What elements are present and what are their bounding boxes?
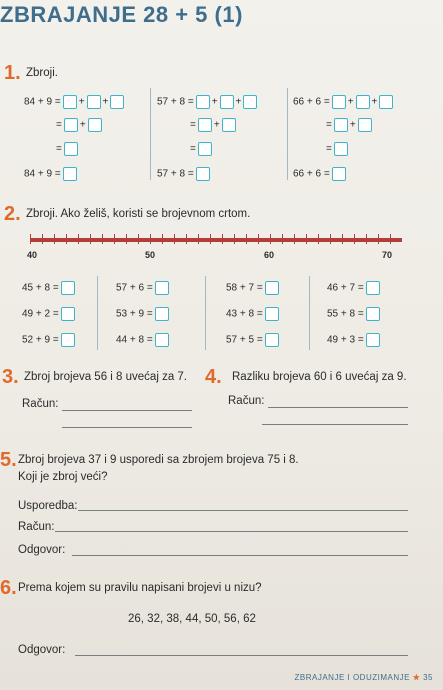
- tick: [342, 234, 343, 244]
- task1-col1-line1: 84 + 9 = + +: [24, 95, 126, 109]
- tick: [258, 234, 259, 244]
- tick: [126, 234, 127, 244]
- numberline-label-40: 40: [27, 250, 38, 260]
- task6-odgovor-label: Odgovor:: [18, 644, 66, 656]
- star-icon: ★: [412, 673, 421, 682]
- answer-box[interactable]: [61, 307, 75, 321]
- tick: [282, 234, 283, 244]
- answer-box[interactable]: [243, 95, 257, 109]
- divider: [309, 276, 310, 350]
- task2-eq: 53 + 9 =: [116, 307, 171, 321]
- task6-title: Prema kojem su pravilu napisani brojevi u nizu?: [18, 582, 262, 594]
- answer-box[interactable]: [366, 307, 380, 321]
- answer-box[interactable]: [155, 333, 169, 347]
- tick: [102, 234, 103, 244]
- task3-title: Zbroj brojeva 56 i 8 uvećaj za 7.: [24, 371, 188, 383]
- task1-col3-line3: =: [326, 142, 350, 156]
- tick: [42, 234, 43, 244]
- numberline-label-60: 60: [264, 250, 275, 260]
- footer-chapter: ZBRAJANJE I ODUZIMANJE: [294, 673, 410, 682]
- task1-title: Zbroji.: [26, 67, 58, 79]
- task5-number: 5.: [0, 449, 17, 471]
- answer-box[interactable]: [366, 281, 380, 295]
- tick: [318, 234, 319, 244]
- answer-box[interactable]: [332, 95, 346, 109]
- task1-col2-line1: 57 + 8 = + +: [157, 95, 259, 109]
- tick: [138, 234, 139, 244]
- answer-box[interactable]: [265, 281, 279, 295]
- task2-eq: 49 + 3 =: [327, 333, 382, 347]
- answer-box[interactable]: [87, 95, 101, 109]
- tick: [150, 234, 151, 244]
- tick: [114, 234, 115, 244]
- task2-eq: 57 + 6 =: [116, 281, 171, 295]
- task3-number: 3.: [2, 366, 19, 388]
- task1-col1-line4: 84 + 9 =: [24, 167, 79, 181]
- answer-box[interactable]: [265, 307, 279, 321]
- tick: [90, 234, 91, 244]
- task5-title: Zbroj brojeva 37 i 9 usporedi sa zbrojem brojeva 75 i 8.: [18, 454, 299, 466]
- page-footer: [295, 673, 434, 682]
- task1-col2-line3: =: [190, 142, 214, 156]
- task6-number: 6.: [0, 577, 17, 599]
- page-number: 35: [423, 673, 433, 682]
- tick: [246, 234, 247, 244]
- tick: [222, 234, 223, 244]
- tick: [306, 234, 307, 244]
- task1-number: 1.: [4, 62, 21, 84]
- task5-question: Koji je zbroj veći?: [18, 471, 108, 483]
- tick: [174, 234, 175, 244]
- answer-line[interactable]: [62, 410, 192, 411]
- answer-box[interactable]: [63, 167, 77, 181]
- numberline-label-50: 50: [145, 250, 156, 260]
- tick: [234, 234, 235, 244]
- task2-eq: 49 + 2 =: [22, 307, 77, 321]
- task5-odgovor-label: Odgovor:: [18, 544, 66, 556]
- tick: [78, 234, 79, 244]
- tick: [162, 234, 163, 244]
- task2-eq: 52 + 9 =: [22, 333, 77, 347]
- task6-sequence: 26, 32, 38, 44, 50, 56, 62: [128, 613, 256, 625]
- task4-number: 4.: [205, 366, 222, 388]
- task3-racun-label: Račun:: [22, 398, 59, 410]
- tick: [390, 234, 391, 244]
- answer-box[interactable]: [334, 118, 348, 132]
- answer-box[interactable]: [366, 333, 380, 347]
- answer-box[interactable]: [88, 118, 102, 132]
- divider: [287, 88, 288, 180]
- answer-line[interactable]: [268, 407, 408, 408]
- task1-col3-line4: 66 + 6 =: [293, 167, 348, 181]
- tick: [186, 234, 187, 244]
- answer-line[interactable]: [78, 510, 408, 511]
- task1-col3-line2: = +: [326, 118, 374, 132]
- answer-box[interactable]: [155, 281, 169, 295]
- answer-box[interactable]: [64, 118, 78, 132]
- tick: [30, 234, 31, 244]
- tick: [354, 234, 355, 244]
- answer-box[interactable]: [61, 333, 75, 347]
- task4-title: Razliku brojeva 60 i 6 uvećaj za 9.: [232, 371, 407, 383]
- answer-line[interactable]: [55, 531, 408, 532]
- page-title: ZBRAJANJE 28 + 5 (1): [0, 2, 243, 27]
- answer-box[interactable]: [64, 142, 78, 156]
- divider: [205, 276, 206, 350]
- task2-eq: 57 + 5 =: [226, 333, 281, 347]
- answer-box[interactable]: [196, 167, 210, 181]
- number-line: [30, 238, 402, 242]
- answer-box[interactable]: [110, 95, 124, 109]
- task1-col2-line2: = +: [190, 118, 238, 132]
- answer-line[interactable]: [62, 427, 192, 428]
- task4-racun-label: Račun:: [228, 395, 265, 407]
- answer-box[interactable]: [63, 95, 77, 109]
- task1-col1-line2: = +: [56, 118, 104, 132]
- tick: [366, 234, 367, 244]
- divider: [150, 88, 151, 180]
- answer-line[interactable]: [75, 655, 408, 656]
- answer-box[interactable]: [379, 95, 393, 109]
- answer-box[interactable]: [334, 142, 348, 156]
- task2-eq: 46 + 7 =: [327, 281, 382, 295]
- tick: [198, 234, 199, 244]
- answer-box[interactable]: [155, 307, 169, 321]
- task1-col2-line4: 57 + 8 =: [157, 167, 212, 181]
- task5-racun-label: Račun:: [18, 521, 55, 533]
- task2-eq: 44 + 8 =: [116, 333, 171, 347]
- task2-eq: 45 + 8 =: [22, 281, 77, 295]
- answer-box[interactable]: [220, 95, 234, 109]
- answer-box[interactable]: [356, 95, 370, 109]
- tick: [378, 234, 379, 244]
- answer-box[interactable]: [198, 142, 212, 156]
- answer-box[interactable]: [358, 118, 372, 132]
- tick: [270, 234, 271, 244]
- task2-title: Zbroji. Ako želiš, koristi se brojevnom crtom.: [26, 208, 251, 220]
- tick: [330, 234, 331, 244]
- answer-box[interactable]: [265, 333, 279, 347]
- tick: [54, 234, 55, 244]
- answer-box[interactable]: [196, 95, 210, 109]
- answer-box[interactable]: [198, 118, 212, 132]
- answer-line[interactable]: [72, 555, 408, 556]
- task1-col3-line1: 66 + 6 = + +: [293, 95, 395, 109]
- tick: [294, 234, 295, 244]
- task1-col1-line3: =: [56, 142, 80, 156]
- tick: [210, 234, 211, 244]
- tick: [66, 234, 67, 244]
- answer-box[interactable]: [61, 281, 75, 295]
- task2-eq: 58 + 7 =: [226, 281, 281, 295]
- numberline-label-70: 70: [382, 250, 393, 260]
- divider: [97, 276, 98, 350]
- task2-eq: 43 + 8 =: [226, 307, 281, 321]
- task2-number: 2.: [4, 203, 21, 225]
- answer-line[interactable]: [262, 424, 408, 425]
- task5-usporedba-label: Usporedba:: [18, 500, 78, 512]
- task2-eq: 55 + 8 =: [327, 307, 382, 321]
- answer-box[interactable]: [222, 118, 236, 132]
- answer-box[interactable]: [332, 167, 346, 181]
